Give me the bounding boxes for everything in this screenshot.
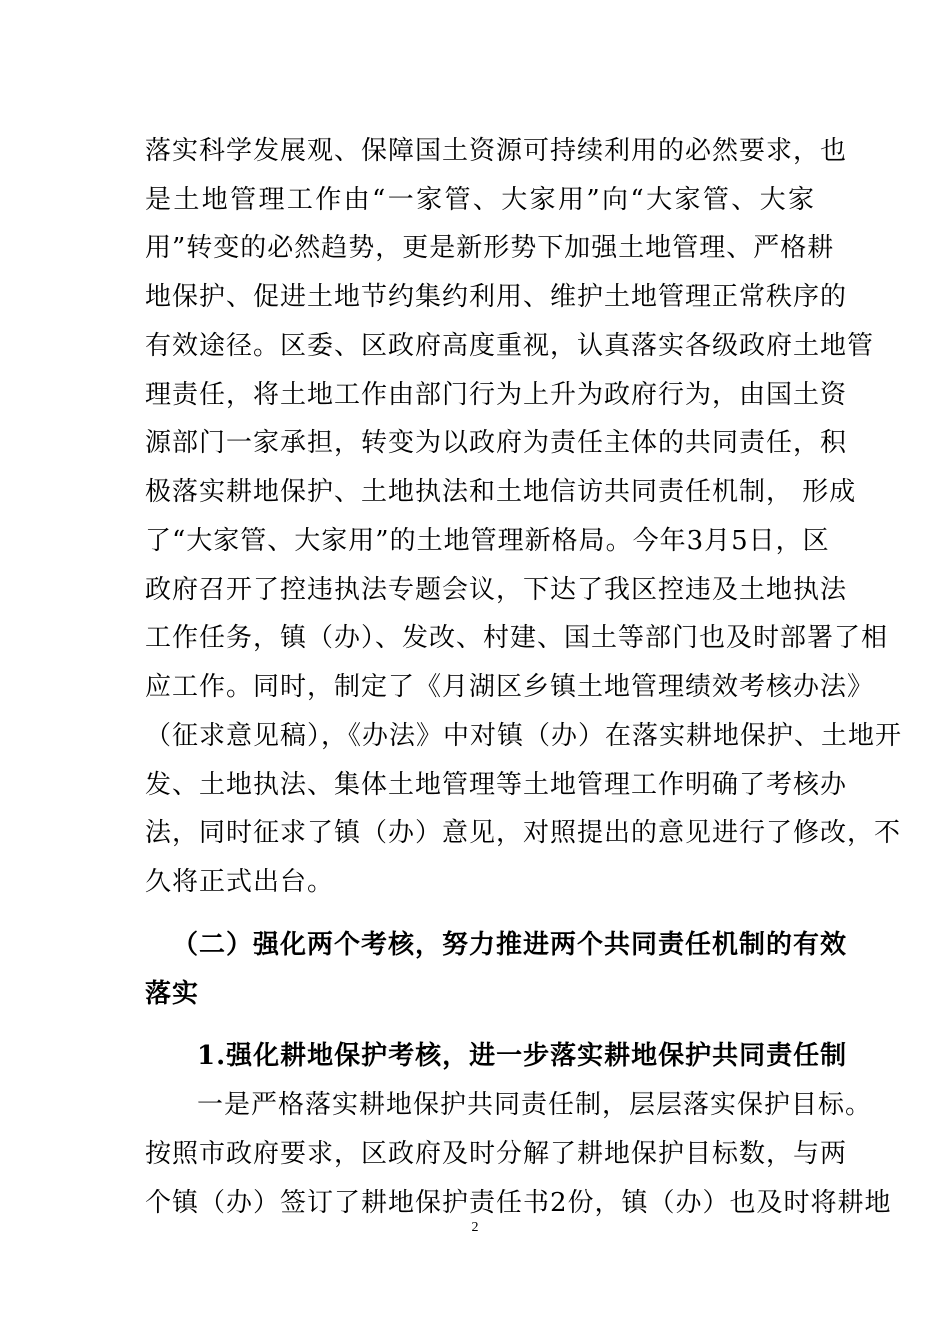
text-line: 政府召开了控违执法专题会议，下达了我区控违及土地执法 (145, 575, 848, 605)
text-line: 一是严格落实耕地保护共同责任制，层层落实保护目标。 (197, 1090, 873, 1120)
text-line: 用”转变的必然趋势，更是新形势下加强土地管理、严格耕 (145, 233, 835, 263)
text-line: 源部门一家承担，转变为以政府为责任主体的共同责任，积 (145, 428, 848, 458)
heading-line: 落实 (145, 979, 200, 1009)
text-line: 落实科学发展观、保障国土资源可持续利用的必然要求，也 (145, 136, 848, 166)
text-line: 是土地管理工作由“一家管、大家用”向“大家管、大家 (145, 185, 815, 215)
text-line: 发、土地执法、集体土地管理等土地管理工作明确了考核办 (145, 770, 848, 800)
text-line: 法，同时征求了镇（办）意见，对照提出的意见进行了修改，不 (145, 818, 902, 848)
text-line: （征求意见稿），《办法》中对镇（办）在落实耕地保护、土地开 (145, 721, 903, 751)
text-line: 按照市政府要求，区政府及时分解了耕地保护目标数，与两 (145, 1139, 848, 1169)
text-line: 理责任，将土地工作由部门行为上升为政府行为，由国土资 (145, 380, 848, 410)
text-line: 久将正式出台。 (145, 867, 335, 897)
subsection-heading: 1.强化耕地保护考核，进一步落实耕地保护共同责任制 (197, 1041, 848, 1071)
text-line: 工作任务，镇（办）、发改、村建、国土等部门也及时部署了相 (145, 623, 889, 653)
text-line: 地保护、促进土地节约集约利用、维护土地管理正常秩序的 (145, 282, 848, 312)
text-line: 应工作。同时，制定了《月湖区乡镇土地管理绩效考核办法》 (145, 672, 875, 702)
text-line: 个镇（办）签订了耕地保护责任书2份，镇（办）也及时将耕地 (145, 1188, 892, 1218)
text-line: 极落实耕地保护、土地执法和土地信访共同责任机制， 形成 (145, 477, 857, 507)
page-number: 2 (471, 1220, 479, 1235)
text-line: 有效途径。区委、区政府高度重视，认真落实各级政府土地管 (145, 331, 875, 361)
text-line: 了“大家管、大家用”的土地管理新格局。今年3月5日，区 (145, 526, 830, 556)
heading-line: （二）强化两个考核，努力推进两个共同责任机制的有效 (172, 930, 848, 960)
